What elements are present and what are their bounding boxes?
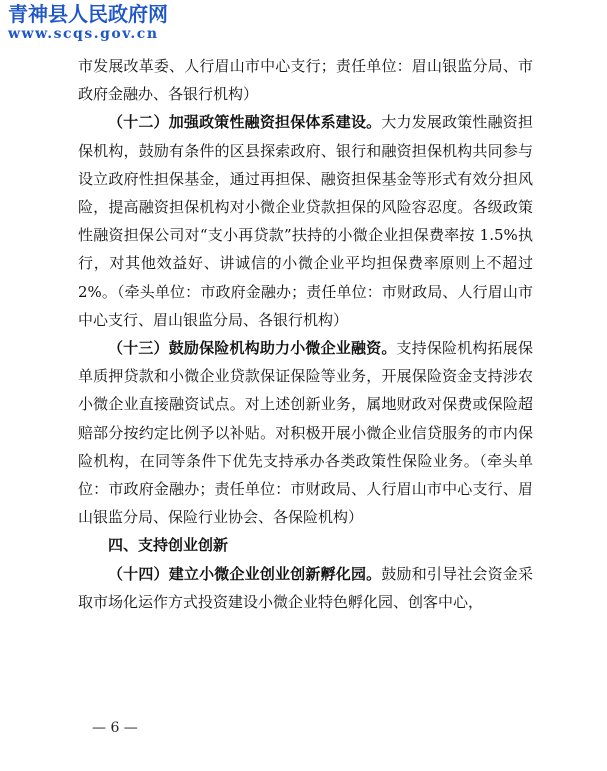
section-4-heading: 四、支持创业创新 bbox=[108, 536, 229, 555]
item-13-body: 支持保险机构拓展保单质押贷款和小微企业贷款保证保险等业务，开展保险资金支持涉农小微企业直接融资试点。对上述创新业务，属地财政对保费或保险超赔部分按约定比例予以补贴。对积极开展小微企业信贷服务的市内保险机构，在同等条件下优先支持承办各类政策性保险业务。（牵头单位：市政府金融办；责任单位：市财政局、人行眉山市中心支行、眉山银监分局、保险行业协会、各保险机构） bbox=[78, 339, 533, 527]
item-12-paragraph bbox=[78, 108, 533, 334]
item-14-paragraph bbox=[78, 560, 533, 616]
item-14-heading: （十四）建立小微企业创业创新孵化园。 bbox=[108, 564, 382, 583]
continuation-paragraph: 市发展改革委、人行眉山市中心支行；责任单位：眉山银监分局、市政府金融办、各银行机构） bbox=[78, 57, 533, 104]
watermark-site-name: 青神县人民政府网 bbox=[8, 2, 168, 26]
item-13-heading: （十三）鼓励保险机构助力小微企业融资。 bbox=[108, 339, 397, 358]
item-12-body: 大力发展政策性融资担保机构，鼓励有条件的区县探索政府、银行和融资担保机构共同参与设立政府性担保基金，通过再担保、融资担保基金等形式有效分担风险，提高融资担保机构对小微企业贷款担保的风险容忍度。各级政策性融资担保公司对“支小再贷款”扶持的小微企业担保费率按 1.5%执行，对其他效益好、讲诚信的小微企业平均担保费率原则上不超过 2%。（牵头单位：市政府金融办；责任单位：市财政局、人行眉山市中心支行、眉山银监分局、各银行机构） bbox=[78, 113, 533, 329]
document-body bbox=[78, 52, 533, 616]
watermark-url: www.scqs.gov.cn bbox=[8, 26, 159, 42]
item-13-paragraph bbox=[78, 334, 533, 531]
item-14-body: 鼓励和引导社会资金采取市场化运作方式投资建设小微企业特色孵化园、创客中心， bbox=[78, 564, 533, 611]
item-12-heading: （十二）加强政策性融资担保体系建设。 bbox=[108, 113, 382, 132]
site-watermark bbox=[8, 4, 168, 42]
page-number: — 6 — bbox=[92, 720, 138, 736]
